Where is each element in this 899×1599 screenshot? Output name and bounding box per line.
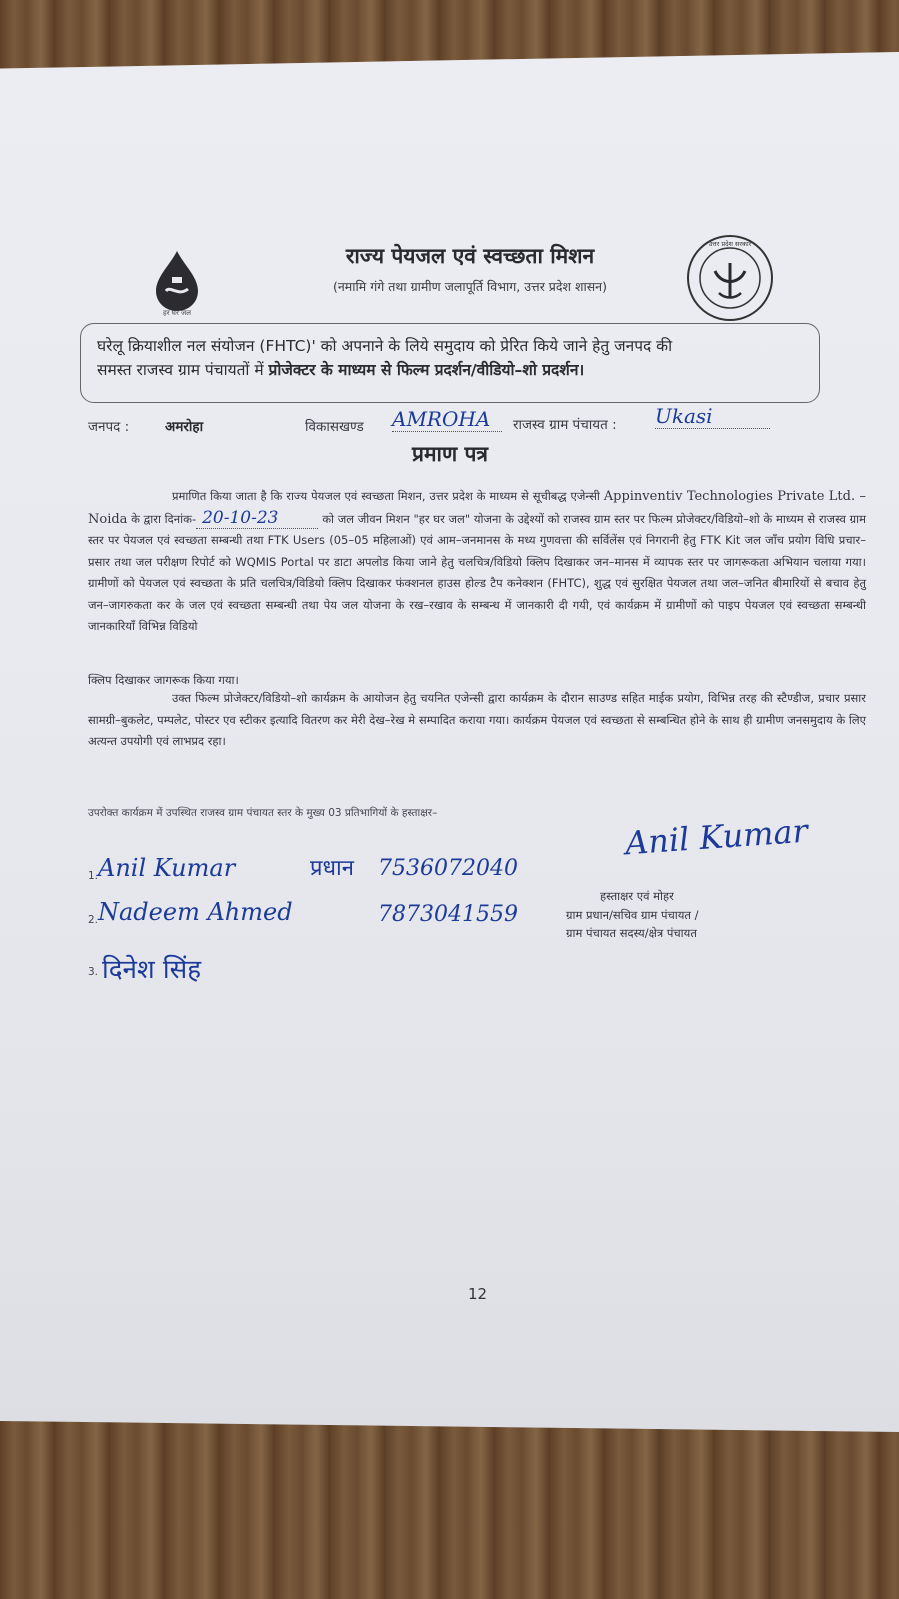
table-surface-bottom bbox=[0, 1418, 899, 1599]
certificate-title: प्रमाण पत्र bbox=[412, 442, 488, 466]
banner-line-2-bold: प्रोजेक्टर के माध्यम से फिल्म प्रदर्शन/वीडियो–शो प्रदर्शन। bbox=[268, 361, 585, 379]
execution-paragraph: उक्त फिल्म प्रोजेक्टर/विडियो–शो कार्यक्रम के आयोजन हेतु चयनित एजेन्सी द्वारा कार्यक्रम के दौरान साउण्ड सहित माईक प्रयोग, विभिन्न तरह की स्टैण्डीज, प्रचार प्रसार सामग्री–बुकलेट, पम्पलेट, पोस्टर एव स्टीकर इत्यादि वितरण कर मेरी देख–रेख मे सम्पादित कराया गया। कार्यक्रम पेयजल एवं स्वच्छता से सम्बन्धित होने के साथ ही ग्रामीण जनसमुदाय के लिए अत्यन्त उपयोगी एवं लाभप्रद रहा। bbox=[88, 691, 866, 748]
panchayat-value: Ukasi bbox=[655, 404, 770, 429]
banner-line-1: घरेलू क्रियाशील नल संयोजन (FHTC)' को अपनाने के लिये समुदाय को प्रेरित किये जाने हेतु जनपद की bbox=[97, 337, 673, 355]
participant-name: Nadeem Ahmed bbox=[98, 898, 293, 926]
official-signature: Anil Kumar bbox=[623, 811, 809, 863]
org-title: राज्य पेयजल एवं स्वच्छता मिशन bbox=[345, 244, 595, 268]
banner-line-2 bbox=[97, 358, 803, 382]
para1-text-a: प्रमाणित किया जाता है कि राज्य पेयजल एवं स्वच्छता मिशन, उत्तर प्रदेश के माध्यम से सूचीबद्ध एजेन्सी bbox=[172, 489, 604, 503]
program-date: 20-10-23 bbox=[196, 508, 318, 529]
district-label: जनपद : bbox=[88, 419, 130, 435]
participant-number: 2. bbox=[88, 914, 99, 926]
participant-phone: 7536072040 bbox=[378, 856, 518, 881]
jal-mission-logo bbox=[142, 247, 212, 327]
panchayat-label: राजस्व ग्राम पंचायत : bbox=[513, 417, 617, 433]
agency-name: Appinventiv Technologies Private Ltd. – Noida bbox=[88, 489, 866, 527]
participant-row-2 bbox=[88, 896, 548, 932]
block-label: विकासखण्ड bbox=[305, 419, 364, 435]
participant-number: 1. bbox=[88, 870, 99, 882]
participant-phone: 7873041559 bbox=[378, 902, 518, 927]
certification-paragraph bbox=[88, 486, 866, 638]
block-value: AMROHA bbox=[392, 407, 502, 432]
para1-closing: क्लिप दिखाकर जागरूक किया गया। bbox=[88, 673, 239, 687]
participant-number: 3. bbox=[88, 966, 99, 978]
signatory-designation-2: ग्राम पंचायत सदस्य/क्षेत्र पंचायत bbox=[566, 926, 697, 940]
program-banner bbox=[80, 323, 820, 403]
participant-row-3 bbox=[88, 950, 548, 990]
participants-heading: उपरोक्त कार्यक्रम में उपस्थित राजस्व ग्राम पंचायत स्तर के मुख्य 03 प्रतिभागियों के हस्ताक्षर– bbox=[88, 807, 438, 819]
logo-caption: हर घर जल bbox=[163, 309, 191, 317]
org-subtitle: (नमामि गंगे तथा ग्रामीण जलापूर्ति विभाग, उत्तर प्रदेश शासन) bbox=[332, 279, 607, 294]
up-government-seal bbox=[685, 233, 775, 323]
banner-line-2-text: समस्त राजस्व ग्राम पंचायतों में bbox=[97, 361, 269, 379]
signatory-designation-1: ग्राम प्रधान/सचिव ग्राम पंचायत / bbox=[566, 908, 699, 922]
para1-text-c: को जल जीवन मिशन "हर घर जल" योजना के उद्देश्यों को राजस्व ग्राम स्तर पर फिल्म प्रोजेक्टर/विडियो–शो के माध्यम से राजस्व ग्राम स्तर पर पेयजल एवं स्वच्छता सम्बन्धी तथा FTK Users (05–05 महिलाओं) एवं आम–जनमानस के मध्य गुणवत्ता की सर्विलेंस एवं निगरानी हेतु FTK Kit जल जाँच प्रयोग विधि प्रचार–प्रसार तथा जल परीक्षण रिपोर्ट को WQMIS Portal पर डाटा अपलोड किया जाने हेतु चलचित्र/विडियो क्लिप दिखाकर जन–मानस में व्यापक स्तर पर जागरूकता अभियान चलाया गया। ग्रामीणों को पेयजल एवं स्वच्छता के प्रति चलचित्र/विडियो क्लिप दिखाकर फंक्शनल हाउस होल्ड टैप कनेक्शन (FHTC), शुद्ध एवं सुरक्षित पेयजल तथा जल–जनित बीमारियों से बचाव हेतु जन–जागरुकता कर के जल एवं स्वच्छता सम्बन्धी तथा पेय जल योजना के रख–रखाव के सम्बन्ध में जानकारी दी गयी, एवं कार्यक्रम में ग्रामीणों को पाइप पेयजल एवं स्वच्छता सम्बन्धी जानकारियाँ विभिन्न विडियो bbox=[88, 511, 866, 633]
page-number: 12 bbox=[468, 1285, 488, 1303]
signature-caption: हस्ताक्षर एवं मोहर bbox=[600, 889, 674, 903]
participant-role: प्रधान bbox=[310, 856, 354, 881]
participant-name: Anil Kumar bbox=[98, 854, 236, 882]
para1-text-b: के द्वारा दिनांक- bbox=[127, 511, 197, 526]
seal-text: उत्तर प्रदेश सरकार bbox=[708, 240, 752, 248]
participant-row-1 bbox=[88, 852, 548, 888]
participant-name: दिनेश सिंह bbox=[102, 955, 202, 985]
district-value: अमरोहा bbox=[165, 419, 204, 435]
